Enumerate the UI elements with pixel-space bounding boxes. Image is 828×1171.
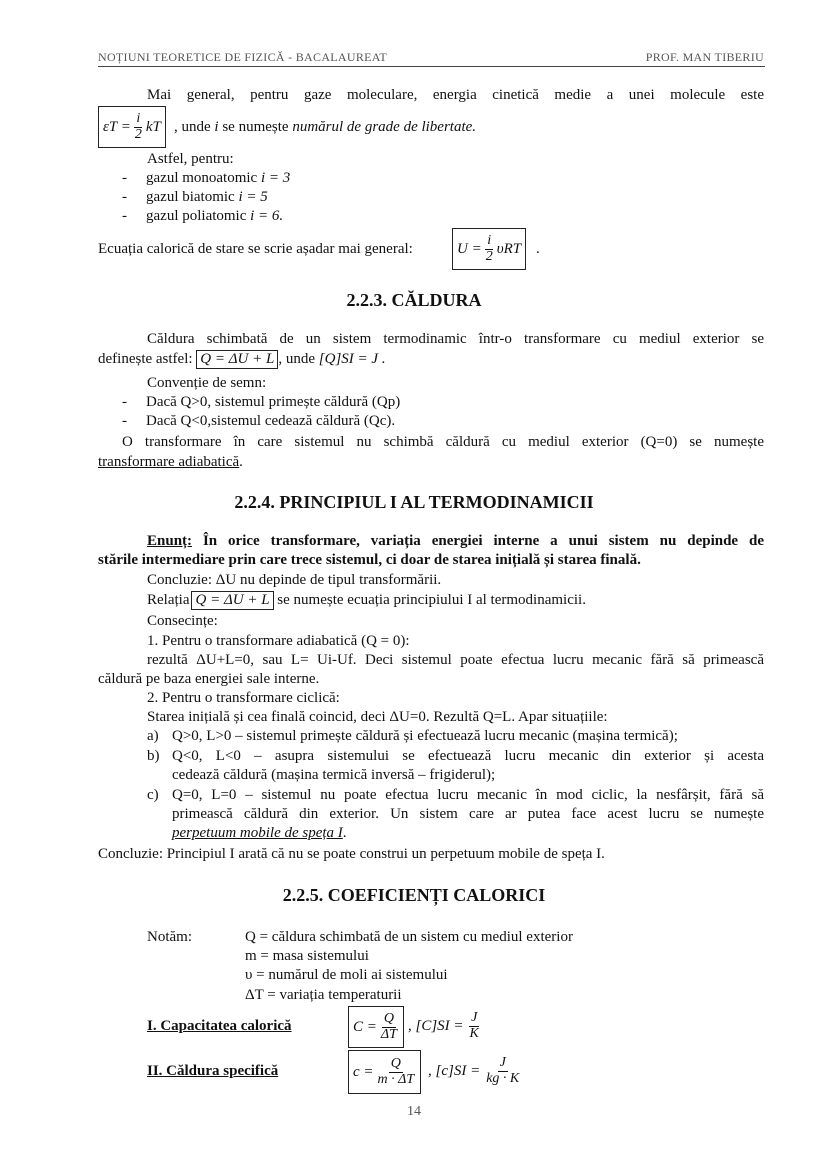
consecinte: Consecințe: <box>147 613 218 629</box>
section-title-caldura: 2.2.3. CĂLDURA <box>346 290 482 310</box>
kinetic-energy-formula-box <box>98 106 166 148</box>
term: transformare adiabatică <box>98 454 240 470</box>
si-unit: [Q]SI = J . <box>318 351 386 367</box>
unit-num: J <box>471 1009 478 1025</box>
value: i = 6. <box>250 208 284 224</box>
s223-line1: Căldura schimbată de un sistem termodinamic într-o transformare cu mediul exterior se <box>147 331 764 347</box>
case-b-label: b) <box>147 748 160 764</box>
unit-den: kg · K <box>486 1070 520 1086</box>
caloric-equation-text: Ecuația calorică de stare se scrie așadar mai general: <box>98 241 413 257</box>
eq-fraction <box>133 112 144 142</box>
text: i <box>214 119 219 135</box>
astfel: Astfel, pentru: <box>147 151 234 167</box>
concluzie-2: Concluzie: Principiul I arată că nu se poate construi un perpetuum mobile de speța I. <box>98 846 605 862</box>
eq-num: i <box>136 110 141 126</box>
notation-item: Q = căldura schimbată de un sistem cu mediul exterior <box>245 929 573 945</box>
list-item <box>122 169 290 187</box>
case-c-label: c) <box>147 787 159 803</box>
adiabatic-line1: O transformare în care sistemul nu schimbă căldură cu mediul exterior (Q=0) se numește <box>122 434 764 450</box>
cons-1-line2: căldură pe baza energiei sale interne. <box>98 671 320 687</box>
section-title-coeficienti: 2.2.5. COEFICIENȚI CALORICI <box>282 885 546 905</box>
capacity-unit <box>408 1006 481 1046</box>
unit-lhs: , [C]SI = <box>408 1018 464 1034</box>
relatia-line <box>147 591 586 610</box>
specific-heat-unit <box>428 1050 521 1092</box>
first-law-box: Q = ΔU + L <box>191 591 273 610</box>
case-c-line3 <box>172 824 347 842</box>
concluzie-1: Concluzie: ΔU nu depinde de tipul transformării. <box>147 572 442 588</box>
case-c-line1: Q=0, L=0 – sistemul nu poate efectua lucru mecanic în mod ciclic, la nesfârșit, fără să <box>172 787 764 803</box>
value: i = 3 <box>260 170 291 186</box>
text: . <box>239 454 243 470</box>
term: perpetuum mobile de speța I <box>172 825 343 841</box>
eq-lhs: U = <box>457 240 482 257</box>
case-a-text: Q>0, L>0 – sistemul primește căldură și efectuează lucru mecanic (mașina termică); <box>172 728 678 744</box>
dash: - <box>122 208 127 224</box>
eq-num: Q <box>390 1055 401 1071</box>
text: În orice transformare, variația energiei interne a unui sistem nu depinde de <box>202 533 764 549</box>
cons-1-line1: rezultă ΔU+L=0, sau L= Ui-Uf. Deci sistemul poate efectua lucru mecanic fără să primească <box>147 652 764 668</box>
text: Dacă Q>0, sistemul primește căldură (Qp) <box>146 394 401 410</box>
header-left: NOȚIUNI TEORETICE DE FIZICĂ - BACALAUREAT <box>98 50 388 64</box>
label: Enunț: <box>147 533 193 549</box>
s223-line2 <box>98 350 386 369</box>
list-item <box>122 188 268 206</box>
text: se numește <box>222 119 289 135</box>
unit-fraction <box>468 1011 481 1041</box>
eq-fraction <box>379 1012 399 1042</box>
list-item: - Dacă Q>0, sistemul primește căldură (Qp) <box>122 394 401 410</box>
eq-num: i <box>487 232 492 248</box>
adiabatic-line2 <box>98 453 243 471</box>
text: , unde <box>278 351 316 367</box>
eq-lhs: c = <box>353 1063 374 1080</box>
case-a-label: a) <box>147 728 159 744</box>
capacity-label: I. Capacitatea calorică <box>147 1018 292 1034</box>
text: gazul monoatomic <box>146 170 258 186</box>
cons-1-title: 1. Pentru o transformare adiabatică (Q = 0): <box>147 633 410 649</box>
specific-heat-label: II. Căldura specifică <box>147 1063 279 1079</box>
text: , unde <box>174 119 211 135</box>
notation-item: υ = numărul de moli ai sistemului <box>245 967 448 983</box>
case-b-line1: Q<0, L<0 – asupra sistemului se efectuează lucru mecanic din exterior și acesta <box>172 748 764 764</box>
header-rule <box>98 66 765 67</box>
sign-convention: Convenție de semn: <box>147 375 267 391</box>
notation-item: ΔT = variația temperaturii <box>245 987 402 1003</box>
text: Relația <box>147 592 190 608</box>
eq-den: 2 <box>134 126 142 142</box>
text: . <box>342 825 347 841</box>
list-item <box>122 207 283 225</box>
text: Dacă Q<0,sistemul cedează căldură (Qc). <box>146 413 396 429</box>
intro-after-eq <box>174 118 476 136</box>
unit-num: J <box>499 1054 506 1070</box>
cons-2-title: 2. Pentru o transformare ciclică: <box>147 690 340 706</box>
eq-den: m · ΔT <box>377 1071 415 1087</box>
enunt-line2: stările intermediare prin care trece sistemul, ci doar de starea inițială și starea finală. <box>98 552 641 568</box>
caloric-equation-box <box>452 228 526 270</box>
section-title-principiul: 2.2.4. PRINCIPIUL I AL TERMODINAMICII <box>234 492 594 512</box>
case-c-line2: primească căldură din exterior. Un sistem care ar putea face acest lucru se numește <box>172 806 764 822</box>
notam-label: Notăm: <box>147 929 192 945</box>
dash: - <box>122 170 127 186</box>
eq-den: ΔT <box>380 1026 397 1042</box>
notation-item: m = masa sistemului <box>245 948 369 964</box>
intro-line1: Mai general, pentru gaze moleculare, energia cinetică medie a unei molecule este <box>147 87 764 103</box>
unit-fraction <box>484 1056 521 1086</box>
specific-heat-formula-box <box>348 1050 421 1094</box>
text: se numește ecuația principiului I al termodinamicii. <box>277 592 586 608</box>
eq-lhs: C = <box>353 1018 377 1035</box>
eq-den: 2 <box>485 248 493 264</box>
heat-definition-box: Q = ΔU + L <box>196 350 278 369</box>
eq-num: Q <box>383 1010 394 1026</box>
dot: . <box>536 241 540 257</box>
page-number: 14 <box>407 1104 421 1119</box>
eq-fraction <box>376 1057 417 1087</box>
eq-rhs: kT <box>145 118 161 135</box>
text: definește astfel: <box>98 351 193 367</box>
dash: - <box>122 189 127 205</box>
unit-lhs: , [c]SI = <box>428 1063 481 1079</box>
text: gazul poliatomic <box>146 208 247 224</box>
cons-2-line: Starea inițială și cea finală coincid, deci ΔU=0. Rezultă Q=L. Apar situațiile: <box>147 709 608 725</box>
enunt-line1 <box>147 532 764 550</box>
eq-rhs: υRT <box>496 240 522 257</box>
value: i = 5 <box>238 189 268 205</box>
text: numărul de grade de libertate. <box>292 119 477 135</box>
eq-fraction <box>484 234 495 264</box>
capacity-formula-box <box>348 1006 404 1048</box>
list-item: - Dacă Q<0,sistemul cedează căldură (Qc). <box>122 413 396 429</box>
unit-den: K <box>469 1025 479 1041</box>
case-b-line2: cedează căldură (mașina termică inversă – frigiderul); <box>172 767 496 783</box>
text: gazul biatomic <box>146 189 235 205</box>
header-right: PROF. MAN TIBERIU <box>645 50 764 64</box>
eq-lhs: εT = <box>103 118 131 135</box>
